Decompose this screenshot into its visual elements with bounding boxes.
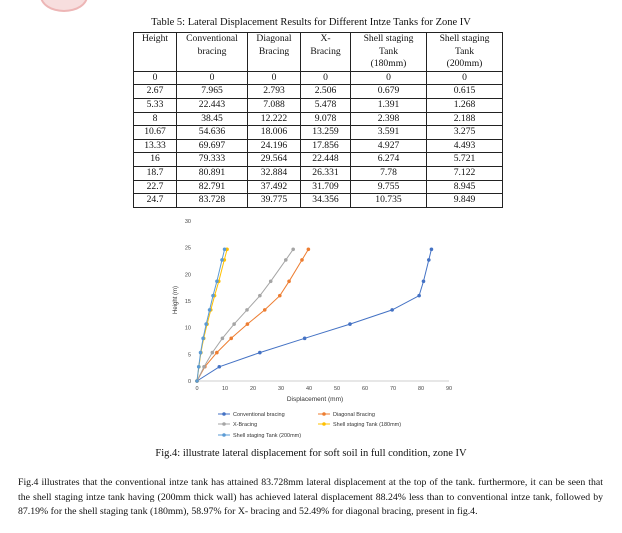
table-cell: 83.728 <box>177 194 248 208</box>
table-cell: 22.448 <box>301 153 351 167</box>
table-cell: 0 <box>134 71 177 85</box>
table-cell: 8 <box>134 112 177 126</box>
data-point <box>211 351 215 355</box>
x-tick-label: 80 <box>417 386 425 392</box>
series-line <box>197 249 308 381</box>
x-tick-label: 20 <box>249 386 257 392</box>
data-point <box>201 337 205 341</box>
legend-marker <box>222 412 226 416</box>
table-cell: 18.7 <box>134 166 177 180</box>
series-line <box>197 249 431 381</box>
header-shell-200: Shell staging Tank (200mm) <box>427 33 503 72</box>
table-cell: 80.891 <box>177 166 248 180</box>
table-cell: 16 <box>134 153 177 167</box>
data-point <box>220 258 224 262</box>
table-cell: 54.636 <box>177 126 248 140</box>
table-cell: 13.259 <box>301 126 351 140</box>
table-cell: 0 <box>351 71 427 85</box>
table-cell: 10.735 <box>351 194 427 208</box>
table-cell: 8.945 <box>427 180 503 194</box>
data-point <box>195 379 199 383</box>
header-shell-180: Shell staging Tank (180mm) <box>351 33 427 72</box>
table-row <box>134 180 503 194</box>
table-cell: 79.333 <box>177 153 248 167</box>
y-axis-label: Height (m) <box>173 285 179 315</box>
data-point <box>204 322 208 326</box>
table-cell: 0 <box>248 71 301 85</box>
data-point <box>278 294 282 298</box>
series-line <box>197 249 293 381</box>
x-tick-label: 30 <box>277 386 285 392</box>
table-cell: 18.006 <box>248 126 301 140</box>
data-point <box>246 322 250 326</box>
data-point <box>417 294 421 298</box>
table-cell: 0 <box>427 71 503 85</box>
y-tick-label: 0 <box>187 379 191 385</box>
table-cell: 7.088 <box>248 98 301 112</box>
table-cell: 31.709 <box>301 180 351 194</box>
data-point <box>269 279 273 283</box>
table-cell: 2.398 <box>351 112 427 126</box>
x-tick-label: 40 <box>305 386 313 392</box>
table-cell: 5.478 <box>301 98 351 112</box>
table-cell: 24.7 <box>134 194 177 208</box>
logo-stamp <box>40 0 88 12</box>
data-point <box>303 337 307 341</box>
x-tick-label: 60 <box>361 386 369 392</box>
table-cell: 39.775 <box>248 194 301 208</box>
x-tick-label: 0 <box>195 386 199 392</box>
table-cell: 10.67 <box>134 126 177 140</box>
legend-label: Diagonal Bracing <box>333 412 375 418</box>
series-line <box>197 249 227 381</box>
table-header-row <box>134 33 503 72</box>
data-point <box>215 279 219 283</box>
data-point <box>232 322 236 326</box>
table-row <box>134 126 503 140</box>
x-axis-label: Displacement (mm) <box>286 396 344 403</box>
data-point <box>221 337 225 341</box>
data-point <box>258 294 262 298</box>
table-cell: 6.274 <box>351 153 427 167</box>
data-point <box>287 279 291 283</box>
table-cell: 7.78 <box>351 166 427 180</box>
data-point <box>202 365 206 369</box>
y-tick-label: 25 <box>184 245 191 252</box>
table-cell: 12.222 <box>248 112 301 126</box>
legend-marker <box>322 422 326 426</box>
table-row <box>134 112 503 126</box>
legend-label: Conventional bracing <box>233 412 285 418</box>
data-point <box>291 247 295 251</box>
table-cell: 17.856 <box>301 139 351 153</box>
header-conventional: Conventional bracing <box>177 33 248 72</box>
table-cell: 32.884 <box>248 166 301 180</box>
table-cell: 0.679 <box>351 85 427 99</box>
table-cell: 2.506 <box>301 85 351 99</box>
y-tick-label: 10 <box>184 325 191 332</box>
displacement-chart <box>0 214 622 446</box>
table-cell: 1.391 <box>351 98 427 112</box>
series-line <box>197 249 225 381</box>
table-row <box>134 166 503 180</box>
table-cell: 22.7 <box>134 180 177 194</box>
table-cell: 7.965 <box>177 85 248 99</box>
table-cell: 34.356 <box>301 194 351 208</box>
legend-label: X-Bracing <box>233 422 258 428</box>
data-point <box>258 351 262 355</box>
data-point <box>223 247 227 251</box>
table-cell: 1.268 <box>427 98 503 112</box>
data-point <box>218 365 222 369</box>
x-tick-label: 90 <box>445 386 453 392</box>
table-cell: 7.122 <box>427 166 503 180</box>
data-point <box>245 308 249 312</box>
table-cell: 26.331 <box>301 166 351 180</box>
table-row <box>134 139 503 153</box>
table-cell: 38.45 <box>177 112 248 126</box>
table-row <box>134 71 503 85</box>
y-tick-label: 20 <box>184 272 191 279</box>
figure-caption: Fig.4: illustrate lateral displacement for soft soil in full condition, zone IV <box>155 448 467 459</box>
data-point <box>215 351 219 355</box>
x-tick-label: 70 <box>389 386 397 392</box>
table-row <box>134 98 503 112</box>
results-table <box>133 32 503 208</box>
table-cell: 82.791 <box>177 180 248 194</box>
data-point <box>307 247 311 251</box>
table-cell: 2.67 <box>134 85 177 99</box>
header-x-bracing: X- Bracing <box>301 33 351 72</box>
data-point <box>348 322 352 326</box>
table-row <box>134 85 503 99</box>
table-cell: 0 <box>177 71 248 85</box>
y-tick-label: 5 <box>187 352 191 359</box>
table-cell: 9.078 <box>301 112 351 126</box>
table-cell: 5.721 <box>427 153 503 167</box>
data-point <box>390 308 394 312</box>
data-point <box>263 308 267 312</box>
table-cell: 22.443 <box>177 98 248 112</box>
table-cell: 4.493 <box>427 139 503 153</box>
table-row <box>134 194 503 208</box>
y-tick-label: 15 <box>184 299 191 305</box>
data-point <box>300 258 304 262</box>
data-point <box>430 247 434 251</box>
table-cell: 5.33 <box>134 98 177 112</box>
table-cell: 9.849 <box>427 194 503 208</box>
table-cell: 3.275 <box>427 126 503 140</box>
header-height: Height <box>134 33 177 72</box>
table-cell: 0 <box>301 71 351 85</box>
data-point <box>211 294 215 298</box>
table-row <box>134 153 503 167</box>
legend-marker <box>322 412 326 416</box>
chart-svg <box>0 214 622 446</box>
table-cell: 0.615 <box>427 85 503 99</box>
table-cell: 24.196 <box>248 139 301 153</box>
table-cell: 13.33 <box>134 139 177 153</box>
data-point <box>422 279 426 283</box>
legend-marker <box>222 433 226 437</box>
y-tick-label: 30 <box>184 219 191 225</box>
data-point <box>229 337 233 341</box>
x-tick-label: 50 <box>333 386 341 392</box>
data-point <box>208 308 212 312</box>
table-cell: 29.564 <box>248 153 301 167</box>
table-cell: 37.492 <box>248 180 301 194</box>
table-cell: 9.755 <box>351 180 427 194</box>
table-cell: 2.793 <box>248 85 301 99</box>
table-cell: 69.697 <box>177 139 248 153</box>
legend-label: Shell staging Tank (180mm) <box>333 422 402 428</box>
data-point <box>427 258 431 262</box>
header-diagonal: Diagonal Bracing <box>248 33 301 72</box>
legend-label: Shell staging Tank (200mm) <box>233 433 302 439</box>
data-point <box>197 365 201 369</box>
table-cell: 4.927 <box>351 139 427 153</box>
legend-marker <box>222 422 226 426</box>
data-point <box>284 258 288 262</box>
x-tick-label: 10 <box>221 386 229 392</box>
body-paragraph: Fig.4 illustrates that the conventional intze tank has attained 83.728mm lateral displacement at the top of the tank. furthermore, it can be seen that the shell staging intze tank having (200mm thick wall) has achieved lateral displacement 88.24% less than to conventional intze tank, followed by 87.19% for the shell staging tank (180mm), 58.97% for X- bracing and 52.49% for diagonal bracing, present in fig.4. <box>18 477 603 517</box>
table-cell: 3.591 <box>351 126 427 140</box>
table-title: Table 5: Lateral Displacement Results for Different Intze Tanks for Zone IV <box>151 17 471 28</box>
table-cell: 2.188 <box>427 112 503 126</box>
data-point <box>199 351 203 355</box>
